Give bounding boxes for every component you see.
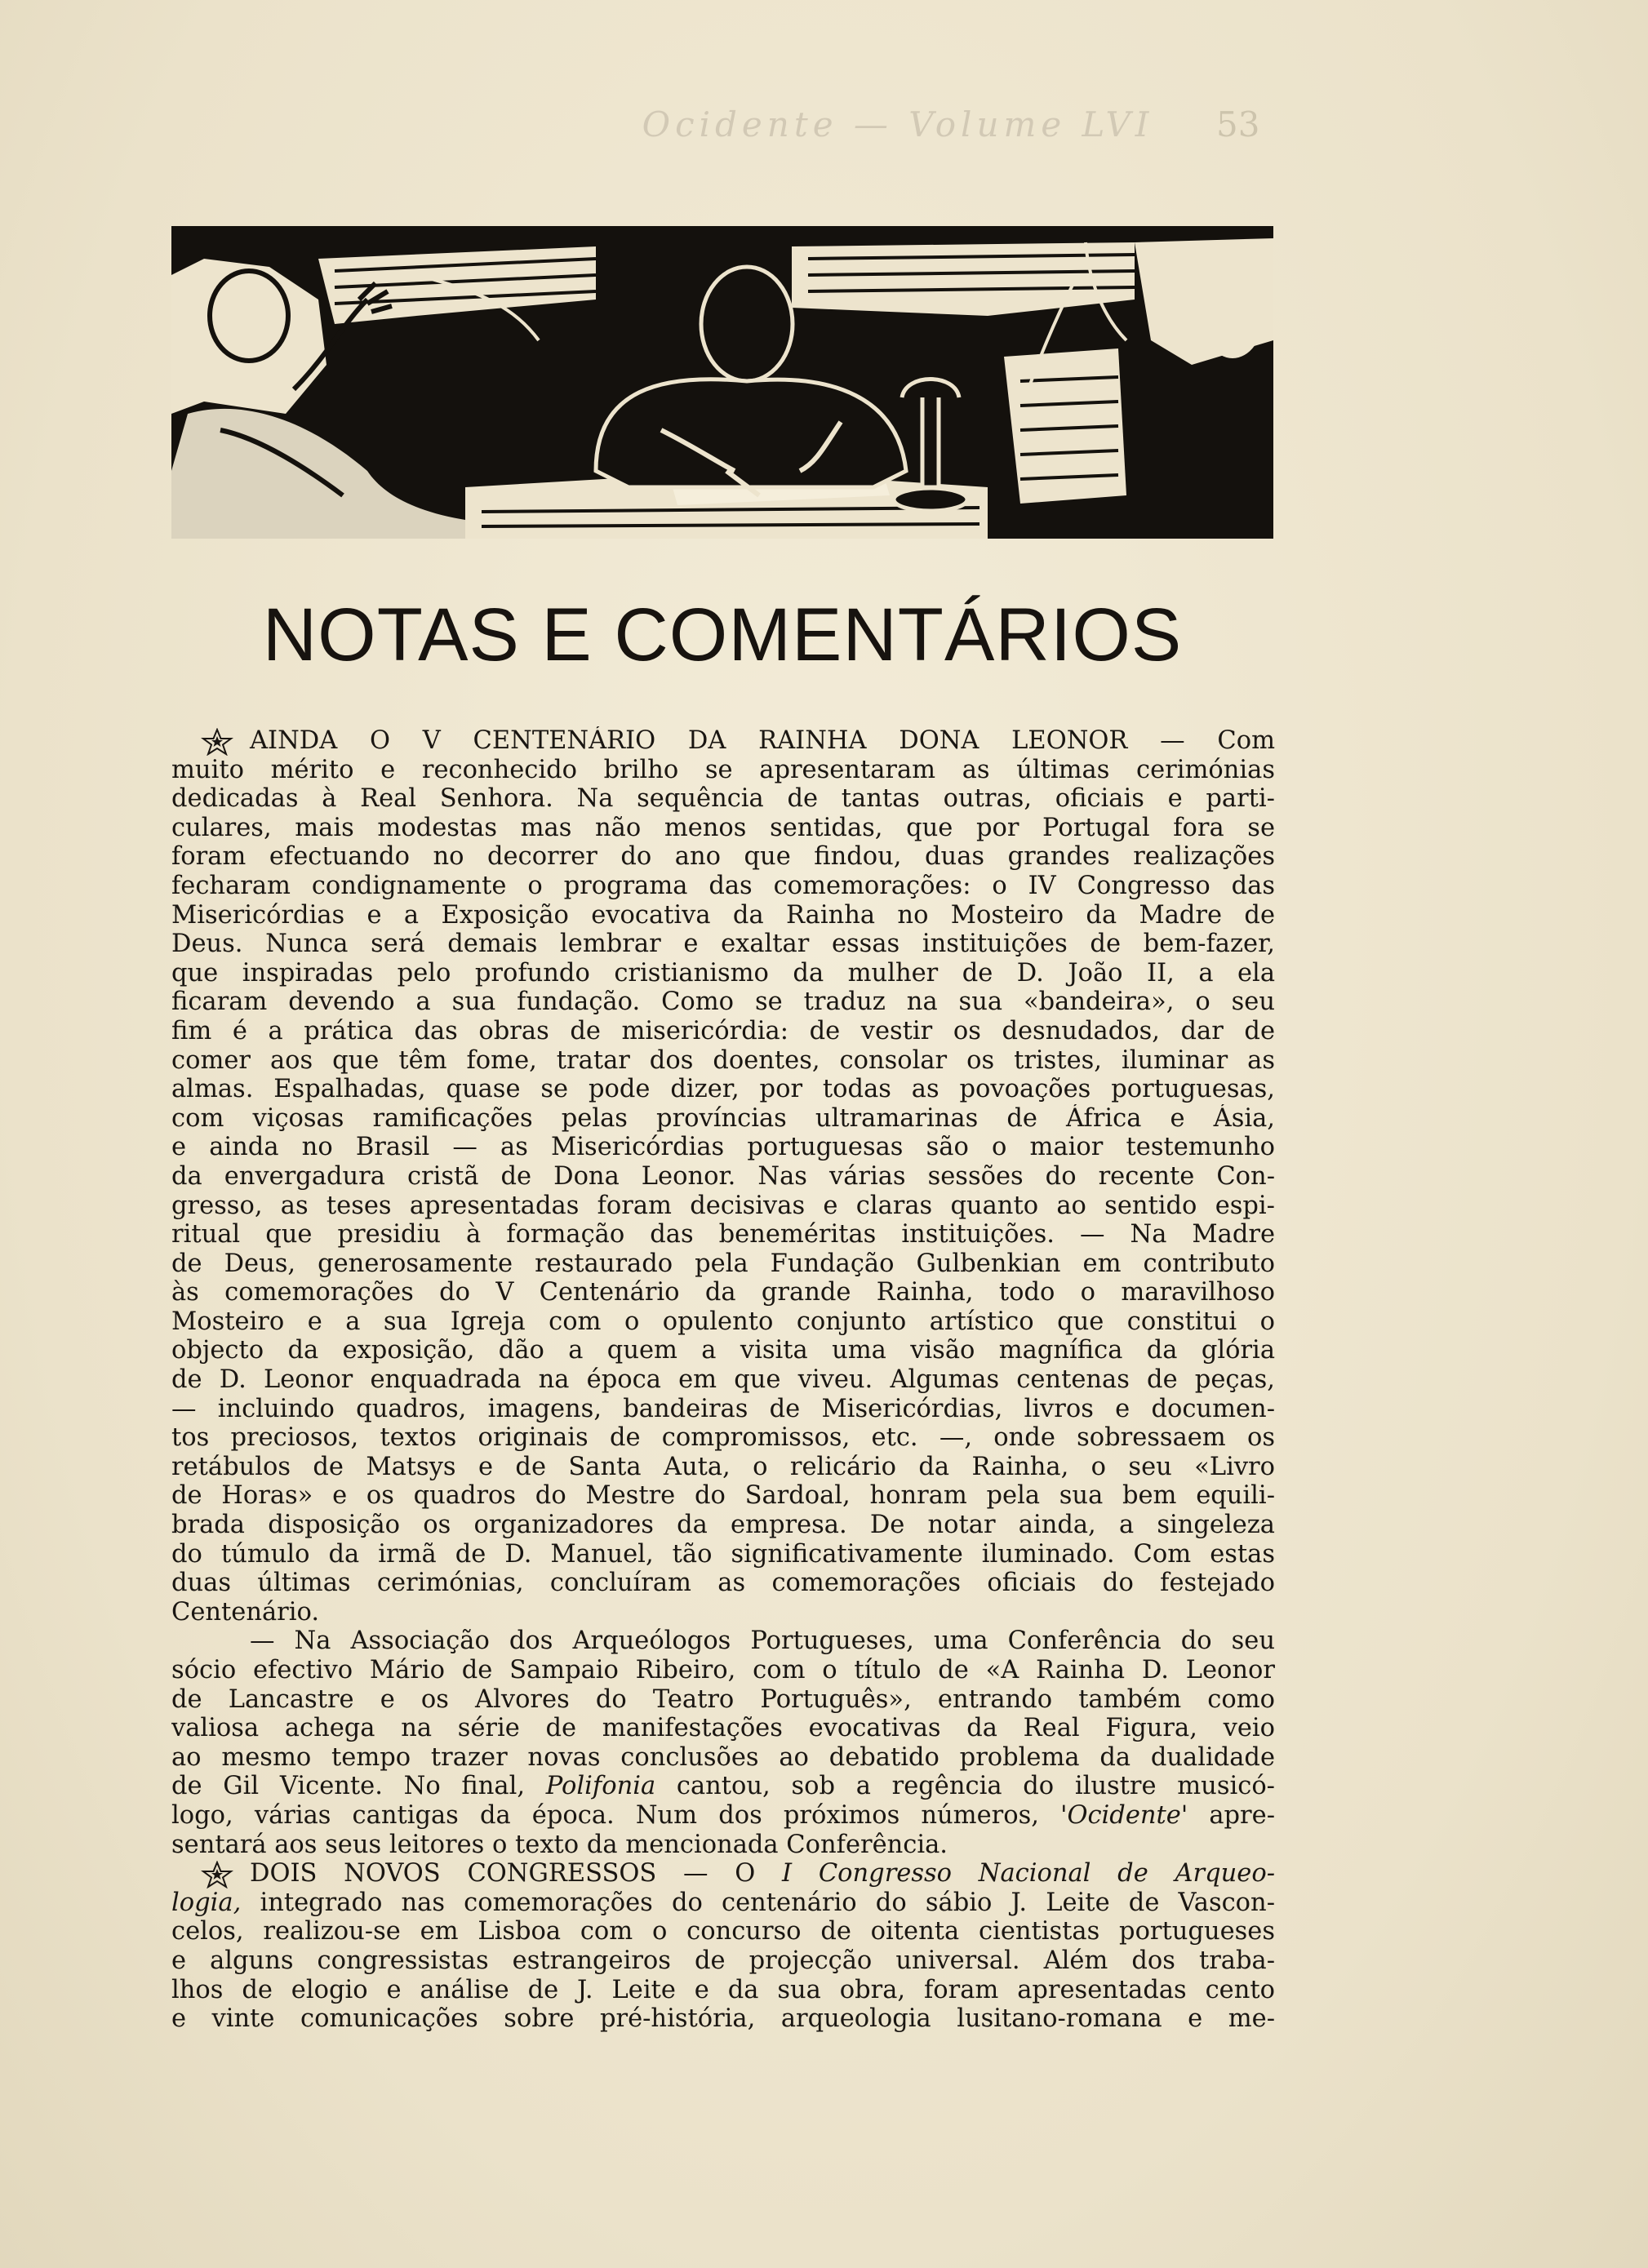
- text-line: valiosa achega na série de manifestações evocativas da Real Figura, veio: [171, 1714, 1275, 1743]
- text-line: culares, mais modestas mas não menos sentidas, que por Portugal fora se: [171, 813, 1275, 842]
- italic-title: Polifonia: [545, 1772, 656, 1801]
- text-line-content: AINDA O V CENTENÁRIO DA RAINHA DONA LEONOR — Com: [250, 726, 1275, 755]
- article-body: [171, 726, 1275, 2034]
- text-line: ficaram devendo a sua fundação. Como se traduz na sua «bandeira», o seu: [171, 988, 1275, 1017]
- text-line: retábulos de Matsys e de Santa Auta, o relicário da Rainha, o seu «Livro: [171, 1452, 1275, 1481]
- text-line: e ainda no Brasil — as Misericórdias portuguesas são o maior testemunho: [171, 1133, 1275, 1162]
- text-line: Deus. Nunca será demais lembrar e exaltar essas instituições de bem-fazer,: [171, 930, 1275, 959]
- text-line: do túmulo da irmã de D. Manuel, tão significativamente iluminado. Com estas: [171, 1539, 1275, 1569]
- text-line: foram efectuando no decorrer do ano que findou, duas grandes realizações: [171, 842, 1275, 872]
- text-line: almas. Espalhadas, quase se pode dizer, por todas as povoações portuguesas,: [171, 1075, 1275, 1104]
- text-line: Centenário.: [171, 1597, 320, 1627]
- text-line: [171, 1889, 1275, 1918]
- star-bullet-icon: [201, 728, 233, 756]
- text-line-content: logo, várias cantigas da época. Num dos próximos números,: [171, 1800, 1061, 1830]
- text-line-content: DOIS NOVOS CONGRESSOS — O: [250, 1859, 783, 1889]
- text-line: comer aos que têm fome, tratar dos doentes, consolar os tristes, iluminar as: [171, 1045, 1275, 1075]
- text-line: [171, 1801, 1275, 1831]
- text-line: [171, 1859, 1275, 1889]
- text-line: lhos de elogio e análise de J. Leite e da sua obra, foram apresentadas cento: [171, 1975, 1275, 2004]
- star-bullet-icon: [201, 1861, 233, 1889]
- text-line: — Na Associação dos Arqueólogos Portugueses, uma Conferência do seu: [250, 1627, 1275, 1656]
- text-line: sócio efectivo Mário de Sampaio Ribeiro, com o título de «A Rainha D. Leonor: [171, 1656, 1275, 1684]
- text-line: ritual que presidiu à formação das beneméritas instituições. — Na Madre: [171, 1220, 1275, 1249]
- text-line: ao mesmo tempo trazer novas conclusões ao debatido problema da dualidade: [171, 1742, 1275, 1772]
- woodcut-illustration-icon: [171, 226, 1273, 539]
- text-line: dedicadas à Real Senhora. Na sequência de tantas outras, oficiais e parti-: [171, 784, 1275, 814]
- text-line: Misericórdias e a Exposição evocativa da Rainha no Mosteiro da Madre de: [171, 900, 1275, 930]
- text-line: e alguns congressistas estrangeiros de projecção universal. Além dos traba-: [171, 1946, 1275, 1975]
- text-line: de Deus, generosamente restaurado pela Fundação Gulbenkian em contributo: [171, 1249, 1275, 1278]
- text-line: gresso, as teses apresentadas foram decisivas e claras quanto ao sentido espi-: [171, 1191, 1275, 1220]
- text-line: de Horas» e os quadros do Mestre do Sardoal, honram pela sua bem equili-: [171, 1481, 1275, 1511]
- text-line: celos, realizou-se em Lisboa com o concurso de oitenta cientistas portugueses: [171, 1917, 1275, 1946]
- text-line: tos preciosos, textos originais de compromissos, etc. —, onde sobressaem os: [171, 1423, 1275, 1453]
- text-line: da envergadura cristã de Dona Leonor. Nas várias sessões do recente Con-: [171, 1161, 1275, 1191]
- text-line: [171, 1772, 1275, 1801]
- running-head: Ocidente — Volume LVI: [642, 104, 1154, 144]
- woodcut-newsroom-illustration: [171, 226, 1273, 539]
- italic-title: 'Ocidente': [1060, 1800, 1188, 1830]
- text-line: — incluindo quadros, imagens, bandeiras de Misericórdias, livros e documen-: [171, 1394, 1275, 1423]
- text-line: objecto da exposição, dão a quem a visita uma visão magnífica da glória: [171, 1336, 1275, 1365]
- text-line: e vinte comunicações sobre pré-história, arqueologia lusitano-romana e me-: [171, 2004, 1275, 2034]
- italic-title: I Congresso Nacional de Arqueo-: [782, 1859, 1275, 1889]
- text-line: que inspiradas pelo profundo cristianismo da mulher de D. João II, a ela: [171, 958, 1275, 988]
- text-line-content: cantou, sob a regência do ilustre musicó-: [655, 1772, 1275, 1801]
- italic-title: logia,: [171, 1888, 242, 1917]
- text-line: muito mérito e reconhecido brilho se apresentaram as últimas cerimónias: [171, 755, 1275, 784]
- section-heading: NOTAS E COMENTÁRIOS: [262, 593, 1183, 677]
- text-line: brada disposição os organizadores da empresa. De notar ainda, a singeleza: [171, 1511, 1275, 1540]
- text-line: Mosteiro e a sua Igreja com o opulento conjunto artístico que constitui o: [171, 1307, 1275, 1336]
- text-line: sentará aos seus leitores o texto da mencionada Conferência.: [171, 1830, 948, 1859]
- text-line: de Lancastre e os Alvores do Teatro Português», entrando também como: [171, 1684, 1275, 1714]
- text-line: às comemorações do V Centenário da grande Rainha, todo o maravilhoso: [171, 1278, 1275, 1307]
- text-line-content: apre-: [1188, 1800, 1275, 1830]
- text-line: fim é a prática das obras de misericórdia: de vestir os desnudados, dar de: [171, 1016, 1275, 1045]
- text-line: [171, 726, 1275, 756]
- text-line: fecharam condignamente o programa das comemorações: o IV Congresso das: [171, 871, 1275, 900]
- page-number: 53: [1216, 104, 1260, 144]
- text-line: com viçosas ramificações pelas províncias ultramarinas de África e Ásia,: [171, 1103, 1275, 1133]
- text-line-content: de Gil Vicente. No final,: [171, 1772, 546, 1801]
- text-line: de D. Leonor enquadrada na época em que viveu. Algumas centenas de peças,: [171, 1365, 1275, 1395]
- text-line: duas últimas cerimónias, concluíram as comemorações oficiais do festejado: [171, 1569, 1275, 1598]
- text-line-content: integrado nas comemorações do centenário do sábio J. Leite de Vascon-: [241, 1888, 1275, 1917]
